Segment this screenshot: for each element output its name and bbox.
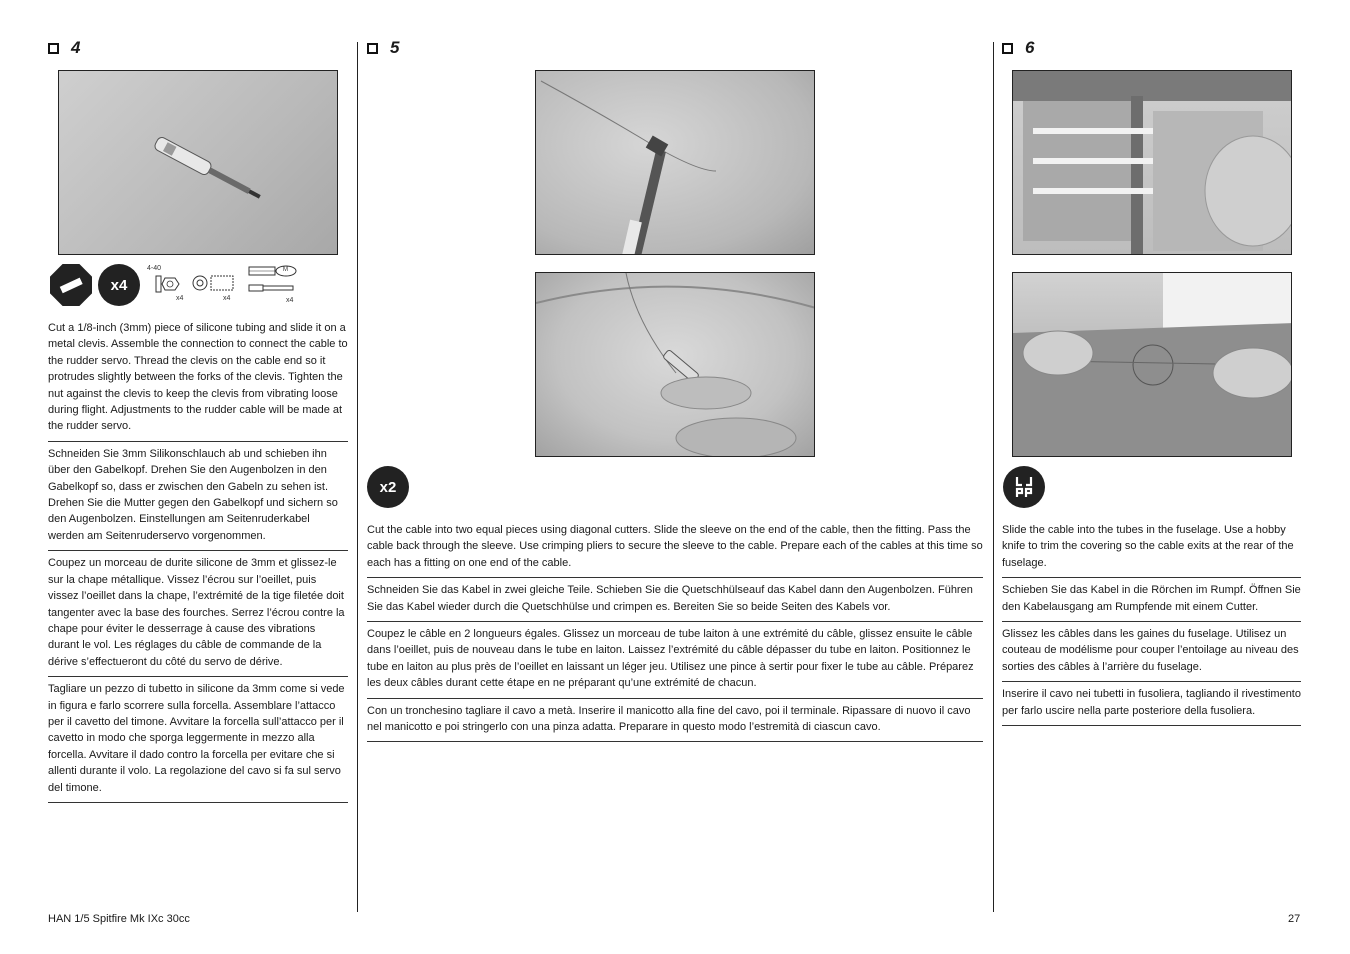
qty-label-a: x4: [176, 295, 184, 302]
scissors-badge: [1003, 466, 1045, 508]
cut-tool-icon: [1010, 473, 1038, 501]
step-6-heading: [1002, 38, 1034, 58]
tool-badge: [50, 264, 92, 306]
thread-label: 4-40: [147, 265, 162, 272]
step-number: 4: [71, 38, 81, 57]
instruction-en: Cut the cable into two equal pieces using diagonal cutters. Slide the sleeve on the end of the cable, then the fitting. Pass the cable back through the sleeve. Use crimping pliers to secure the sleeve to the cable. Prepare each of the cables at this time so each has a fitting on one end of the cable.: [367, 522, 983, 578]
step-number: 6: [1025, 38, 1035, 57]
clevis-mark: M: [283, 267, 288, 273]
clevis-icon: [248, 265, 298, 295]
instruction-fr: Coupez un morceau de durite silicone de 3mm et glissez-le sur la chape métallique. Vissez l’écrou sur l’oeillet, puis vissez l’oeillet dans la chape, l’extrémité de la tige filetée doit tangenter avec la base des fourches. Serrez l’écrou contre la chape pour éviter le desserrage à cause des vibrations durant le vol. Les réglages du câble de commande de la dérive s’effectueront du côté du servo de dérive.: [48, 551, 348, 677]
qty-label-c: x4: [286, 297, 294, 304]
step-number: 5: [390, 38, 400, 57]
quantity-badge: x2: [367, 466, 409, 508]
quantity-badge: x4: [98, 264, 140, 306]
checkbox-icon[interactable]: [367, 43, 378, 54]
checkbox-icon[interactable]: [1002, 43, 1013, 54]
cable-fitting-photo: [535, 272, 815, 457]
nut-icon: [153, 274, 183, 294]
document-title: HAN 1/5 Spitfire Mk IXc 30cc: [48, 913, 190, 925]
column-divider: [357, 42, 358, 912]
instruction-it: Con un tronchesino tagliare il cavo a metà. Inserire il manicotto alla fine del cavo, poi il terminale. Ripassare di nuovo il cavo nel manicotto e poi stringerlo con una pinza adatta. Preparare in questo modo l’estremità di ciascun cavo.: [367, 699, 983, 743]
step-5-heading: [367, 38, 399, 58]
instruction-en: Slide the cable into the tubes in the fuselage. Use a hobby knife to trim the covering so the cable exits at the rear of the fuselage.: [1002, 522, 1301, 578]
clevis-hardware: [248, 265, 298, 295]
crimp-sleeve-photo: [535, 70, 815, 255]
hand-cable-illustration: [536, 273, 815, 457]
tube-icon: [191, 274, 237, 292]
cable-sleeve-illustration: [536, 71, 815, 255]
hobby-knife-icon: [50, 264, 92, 306]
instruction-de: Schneiden Sie das Kabel in zwei gleiche Teile. Schieben Sie die Quetschhülseauf das Kabel dann den Augenbolzen. Führen Sie das Kabel wieder durch die Quetschhülse und crimpen es. Bereiten Sie so beide Seiten des Kabels vor.: [367, 578, 983, 622]
checkbox-icon[interactable]: [48, 43, 59, 54]
instruction-it: Inserire il cavo nei tubetti in fusoliera, tagliando il rivestimento per farlo uscire nella parte posteriore della fusoliera.: [1002, 682, 1301, 726]
fuselage-interior-illustration: [1013, 71, 1292, 255]
trim-covering-illustration: [1013, 273, 1292, 457]
trim-covering-photo: [1012, 272, 1292, 457]
step-6-instructions: [1002, 522, 1301, 726]
instruction-de: Schneiden Sie 3mm Silikonschlauch ab und schieben ihn über den Gabelkopf. Drehen Sie den Augenbolzen in den Gabelkopf so, dass er zwischen den Gabeln zu sehen ist. Drehen Sie die Mutter gegen den Gabelkopf und sichern so den Augenbolzen. Einstellungen am Seitenruderkabel werden am Seitenruderservo vorgenommen.: [48, 442, 348, 551]
clevis-illustration: [59, 71, 338, 255]
page-number: 27: [1288, 913, 1301, 925]
instruction-en: Cut a 1/8-inch (3mm) piece of silicone tubing and slide it on a metal clevis. Assemble the connection to connect the cable to the rudder servo. Thread the clevis on the cable end so it protrudes slightly between the forks of the clevis. Tighten the nut against the clevis to keep the clevis from vibrating loose during flight. Adjustments to the rudder cable will be made at the rudder servo.: [48, 320, 348, 442]
instruction-it: Tagliare un pezzo di tubetto in silicone da 3mm come si vede in figura e farlo scorrere sulla forcella. Assemblare l’attacco per il cavetto del timone. Avvitare la forcella sull’attacco per il cavetto in modo che sporga leggermente in mezzo alla forcella. Avvitare il dado contro la forcella per evitare che si allenti durante il volo. La regolazione del cavo si fa sul servo del timone.: [48, 677, 348, 803]
instruction-de: Schieben Sie das Kabel in die Rörchen im Rumpf. Öffnen Sie den Kabelausgang am Rumpfende mit einem Cutter.: [1002, 578, 1301, 622]
step-4-instructions: [48, 320, 348, 803]
instruction-fr: Coupez le câble en 2 longueurs égales. Glissez un morceau de tube laiton à une extrémité du câble, glissez ensuite le câble dans l’oeillet, puis de nouveau dans le tube en laiton. Laissez l’extrémité du câble dépasser du tube en laiton. Positionnez le tube en laiton au plus près de l’oeillet en laissant un léger jeu. Utilisez une pince à sertir pour fixer le tube au câble. Préparez les deux câbles durant cette étape en ne préparant qu’une extrémité de chacun.: [367, 622, 983, 699]
qty-label-b: x4: [223, 295, 231, 302]
step-4-heading: [48, 38, 80, 58]
instruction-fr: Glissez les câbles dans les gaines du fuselage. Utilisez un couteau de modélisme pour couper l’entoilage au niveau des sorties des câbles à l’arrière du fuselage.: [1002, 622, 1301, 682]
clevis-photo: [58, 70, 338, 255]
step-5-instructions: [367, 522, 983, 742]
column-divider: [993, 42, 994, 912]
fuselage-tubes-photo: [1012, 70, 1292, 255]
